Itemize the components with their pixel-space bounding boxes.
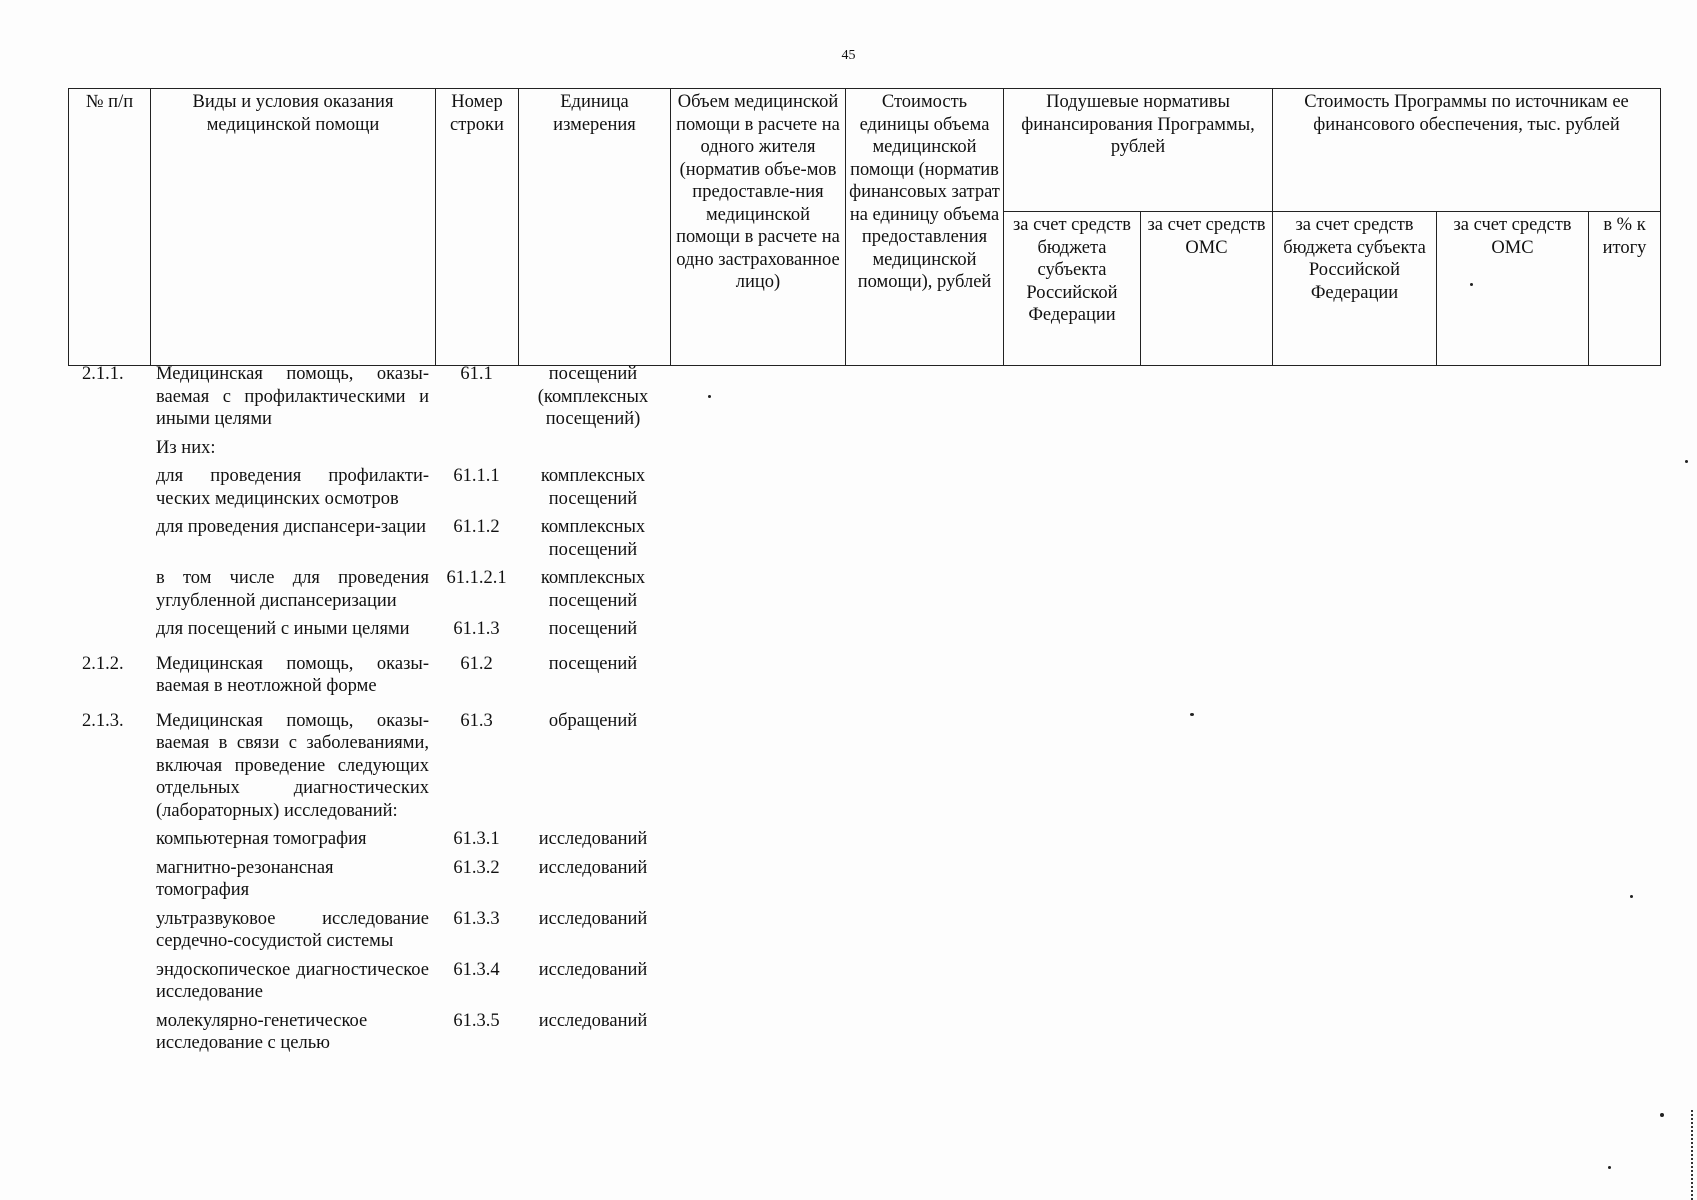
scan-edge-marks	[1691, 1110, 1695, 1200]
cell-unit: посещений	[548, 653, 638, 674]
cell-code: 61.1	[460, 364, 493, 384]
cell-desc: компьютерная томография	[156, 829, 367, 849]
header-col-volume: Объем медицинской помощи в расчете на одного жителя (норматив объе-мов предоставле-ния медицинской помощи в расчете на одно застрахованное лицо)	[671, 89, 846, 366]
cell-unit: посещений (комплексных посещений)	[537, 364, 649, 429]
scan-speck	[1630, 895, 1633, 898]
cell-code: 61.3	[460, 710, 493, 731]
cell-unit: комплексных посещений	[540, 466, 646, 509]
scan-speck	[1470, 283, 1473, 286]
cell-code	[435, 431, 518, 460]
table-row	[68, 431, 668, 460]
header-percapita-oms: за счет средств ОМС	[1141, 212, 1273, 366]
header-col-types: Виды и условия оказания медицинской помощи	[151, 89, 436, 366]
table-row	[68, 641, 668, 698]
cell-code: 61.1.3	[453, 619, 500, 639]
cell-num	[68, 953, 150, 1004]
cell-code: 61.3.5	[453, 1010, 500, 1031]
table-row	[68, 1004, 668, 1055]
cell-code: 61.3.4	[453, 959, 500, 980]
scan-speck	[1685, 460, 1688, 463]
cell-num	[68, 561, 150, 612]
cell-desc: молекулярно-генетическое исследование с целью	[156, 1010, 368, 1053]
page-number: 45	[841, 48, 856, 63]
table-row	[68, 953, 668, 1004]
cell-desc: магнитно-резонансная томография	[156, 857, 334, 900]
cell-desc: в том числе для проведения углубленной диспансеризации	[156, 568, 429, 611]
header-col-row: Номер строки	[436, 89, 519, 366]
cell-unit: исследований	[538, 908, 648, 929]
cell-desc: для проведения диспансери-зации	[156, 517, 427, 537]
cell-num	[68, 612, 150, 641]
cell-unit: исследований	[538, 857, 648, 878]
cell-unit: исследований	[538, 959, 648, 980]
table-header	[68, 88, 1661, 366]
header-col-number: № п/п	[69, 89, 151, 366]
table-body	[68, 363, 668, 1055]
header-group-program: Стоимость Программы по источникам ее финансового обеспечения, тыс. рублей	[1273, 89, 1661, 212]
header-col-cost: Стоимость единицы объема медицинской помощи (норматив финансовых затрат на единицу объема предоставления медицинской помощи), рублей	[846, 89, 1004, 366]
cell-code: 61.1.2.1	[446, 568, 507, 588]
cell-desc: Медицинская помощь, оказы-ваемая в неотложной форме	[156, 653, 429, 696]
header-col-unit: Единица измерения	[519, 89, 671, 366]
cell-unit: комплексных посещений	[540, 568, 646, 611]
cell-num	[68, 1004, 150, 1055]
table-row	[68, 510, 668, 561]
cell-num	[68, 851, 150, 902]
header-program-budget: за счет средств бюджета субъекта Российской Федерации	[1273, 212, 1437, 366]
cell-num	[68, 822, 150, 851]
cell-unit: комплексных посещений	[540, 517, 646, 560]
table-row	[68, 363, 668, 431]
scan-speck	[1660, 1113, 1664, 1117]
table-row	[68, 698, 668, 823]
cell-desc: для проведения профилакти-ческих медицинских осмотров	[156, 466, 429, 509]
cell-num: 2.1.1.	[82, 364, 124, 384]
header-program-pct: в % к итогу	[1589, 212, 1661, 366]
table-rows	[68, 363, 668, 1055]
cell-unit	[518, 431, 668, 460]
cell-code: 61.2	[460, 653, 493, 674]
cell-unit: обращений	[548, 710, 638, 731]
cell-desc: Медицинская помощь, оказы-ваемая с профилактическими и иными целями	[156, 364, 429, 429]
cell-unit: исследований	[538, 1010, 648, 1031]
cell-desc: ультразвуковое исследование сердечно-сосудистой системы	[156, 908, 429, 951]
cell-code: 61.3.1	[453, 829, 500, 849]
cell-code: 61.3.2	[453, 857, 500, 878]
header-program-oms: за счет средств ОМС	[1437, 212, 1589, 366]
cell-code: 61.3.3	[453, 908, 500, 929]
scan-speck	[1608, 1166, 1611, 1169]
header-percapita-budget: за счет средств бюджета субъекта Российской Федерации	[1004, 212, 1141, 366]
cell-unit: посещений	[548, 619, 638, 639]
cell-num	[68, 459, 150, 510]
cell-num	[68, 902, 150, 953]
table-row	[68, 459, 668, 510]
cell-num: 2.1.2.	[82, 653, 124, 674]
cell-desc: Медицинская помощь, оказы-ваемая в связи с заболеваниями, включая проведение следующих отдельных диагностических (лабораторных) исследований:	[156, 710, 429, 821]
cell-num	[68, 510, 150, 561]
cell-code: 61.1.1	[453, 466, 500, 486]
table-row	[68, 561, 668, 612]
table-row	[68, 902, 668, 953]
scan-speck	[1190, 713, 1194, 716]
cell-num: 2.1.3.	[82, 710, 124, 731]
cell-code: 61.1.2	[453, 517, 500, 537]
cell-unit: исследований	[538, 829, 648, 849]
cell-desc: эндоскопическое диагностическое исследование	[156, 959, 429, 1002]
table-row	[68, 851, 668, 902]
scan-speck	[708, 395, 711, 398]
cell-desc: для посещений с иными целями	[156, 619, 410, 639]
table-row	[68, 612, 668, 641]
table-row	[68, 822, 668, 851]
header-group-percapita: Подушевые нормативы финансирования Программы, рублей	[1004, 89, 1273, 212]
cell-num	[68, 431, 150, 460]
cell-desc: Из них:	[156, 437, 216, 458]
